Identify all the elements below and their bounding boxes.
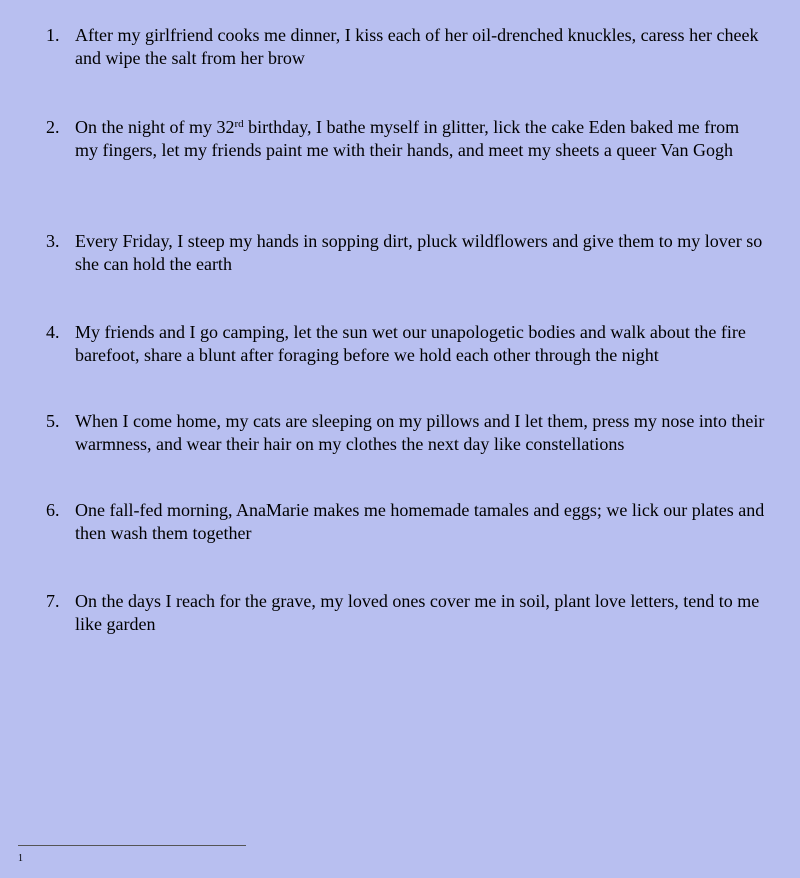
item-text-after: birthday, I bathe myself in glitter, lick the cake Eden baked me from my fingers, let my friends paint me with their hands, and meet my sheets a queer Van Gogh [75,117,740,160]
item-text: On the days I reach for the grave, my loved ones cover me in soil, plant love letters, tend to me like garden [75,591,760,634]
item-number: 5. [46,411,60,431]
footnote-mark: 1 [18,853,23,864]
item-text: One fall-fed morning, AnaMarie makes me homemade tamales and eggs; we lick our plates and then wash them together [75,500,765,543]
item-text-before: On the night of my 32 [75,117,235,137]
ordinal-suffix: rd [234,118,244,130]
item-number: 3. [46,231,60,251]
item-text: Every Friday, I steep my hands in sopping dirt, pluck wildflowers and give them to my lover so she can hold the earth [75,231,763,274]
item-number: 4. [46,322,60,342]
item-text [75,116,765,161]
item-text: When I come home, my cats are sleeping on my pillows and I let them, press my nose into their warmness, and wear their hair on my clothes the next day like constellations [75,411,765,454]
item-text: After my girlfriend cooks me dinner, I kiss each of her oil-drenched knuckles, caress her cheek and wipe the salt from her brow [75,25,759,68]
item-text: My friends and I go camping, let the sun wet our unapologetic bodies and walk about the fire barefoot, share a blunt after foraging before we hold each other through the night [75,322,746,365]
footnote-divider [18,845,246,846]
item-number: 1. [46,25,60,45]
item-number: 2. [46,117,60,137]
item-number: 6. [46,500,60,520]
item-number: 7. [46,591,60,611]
